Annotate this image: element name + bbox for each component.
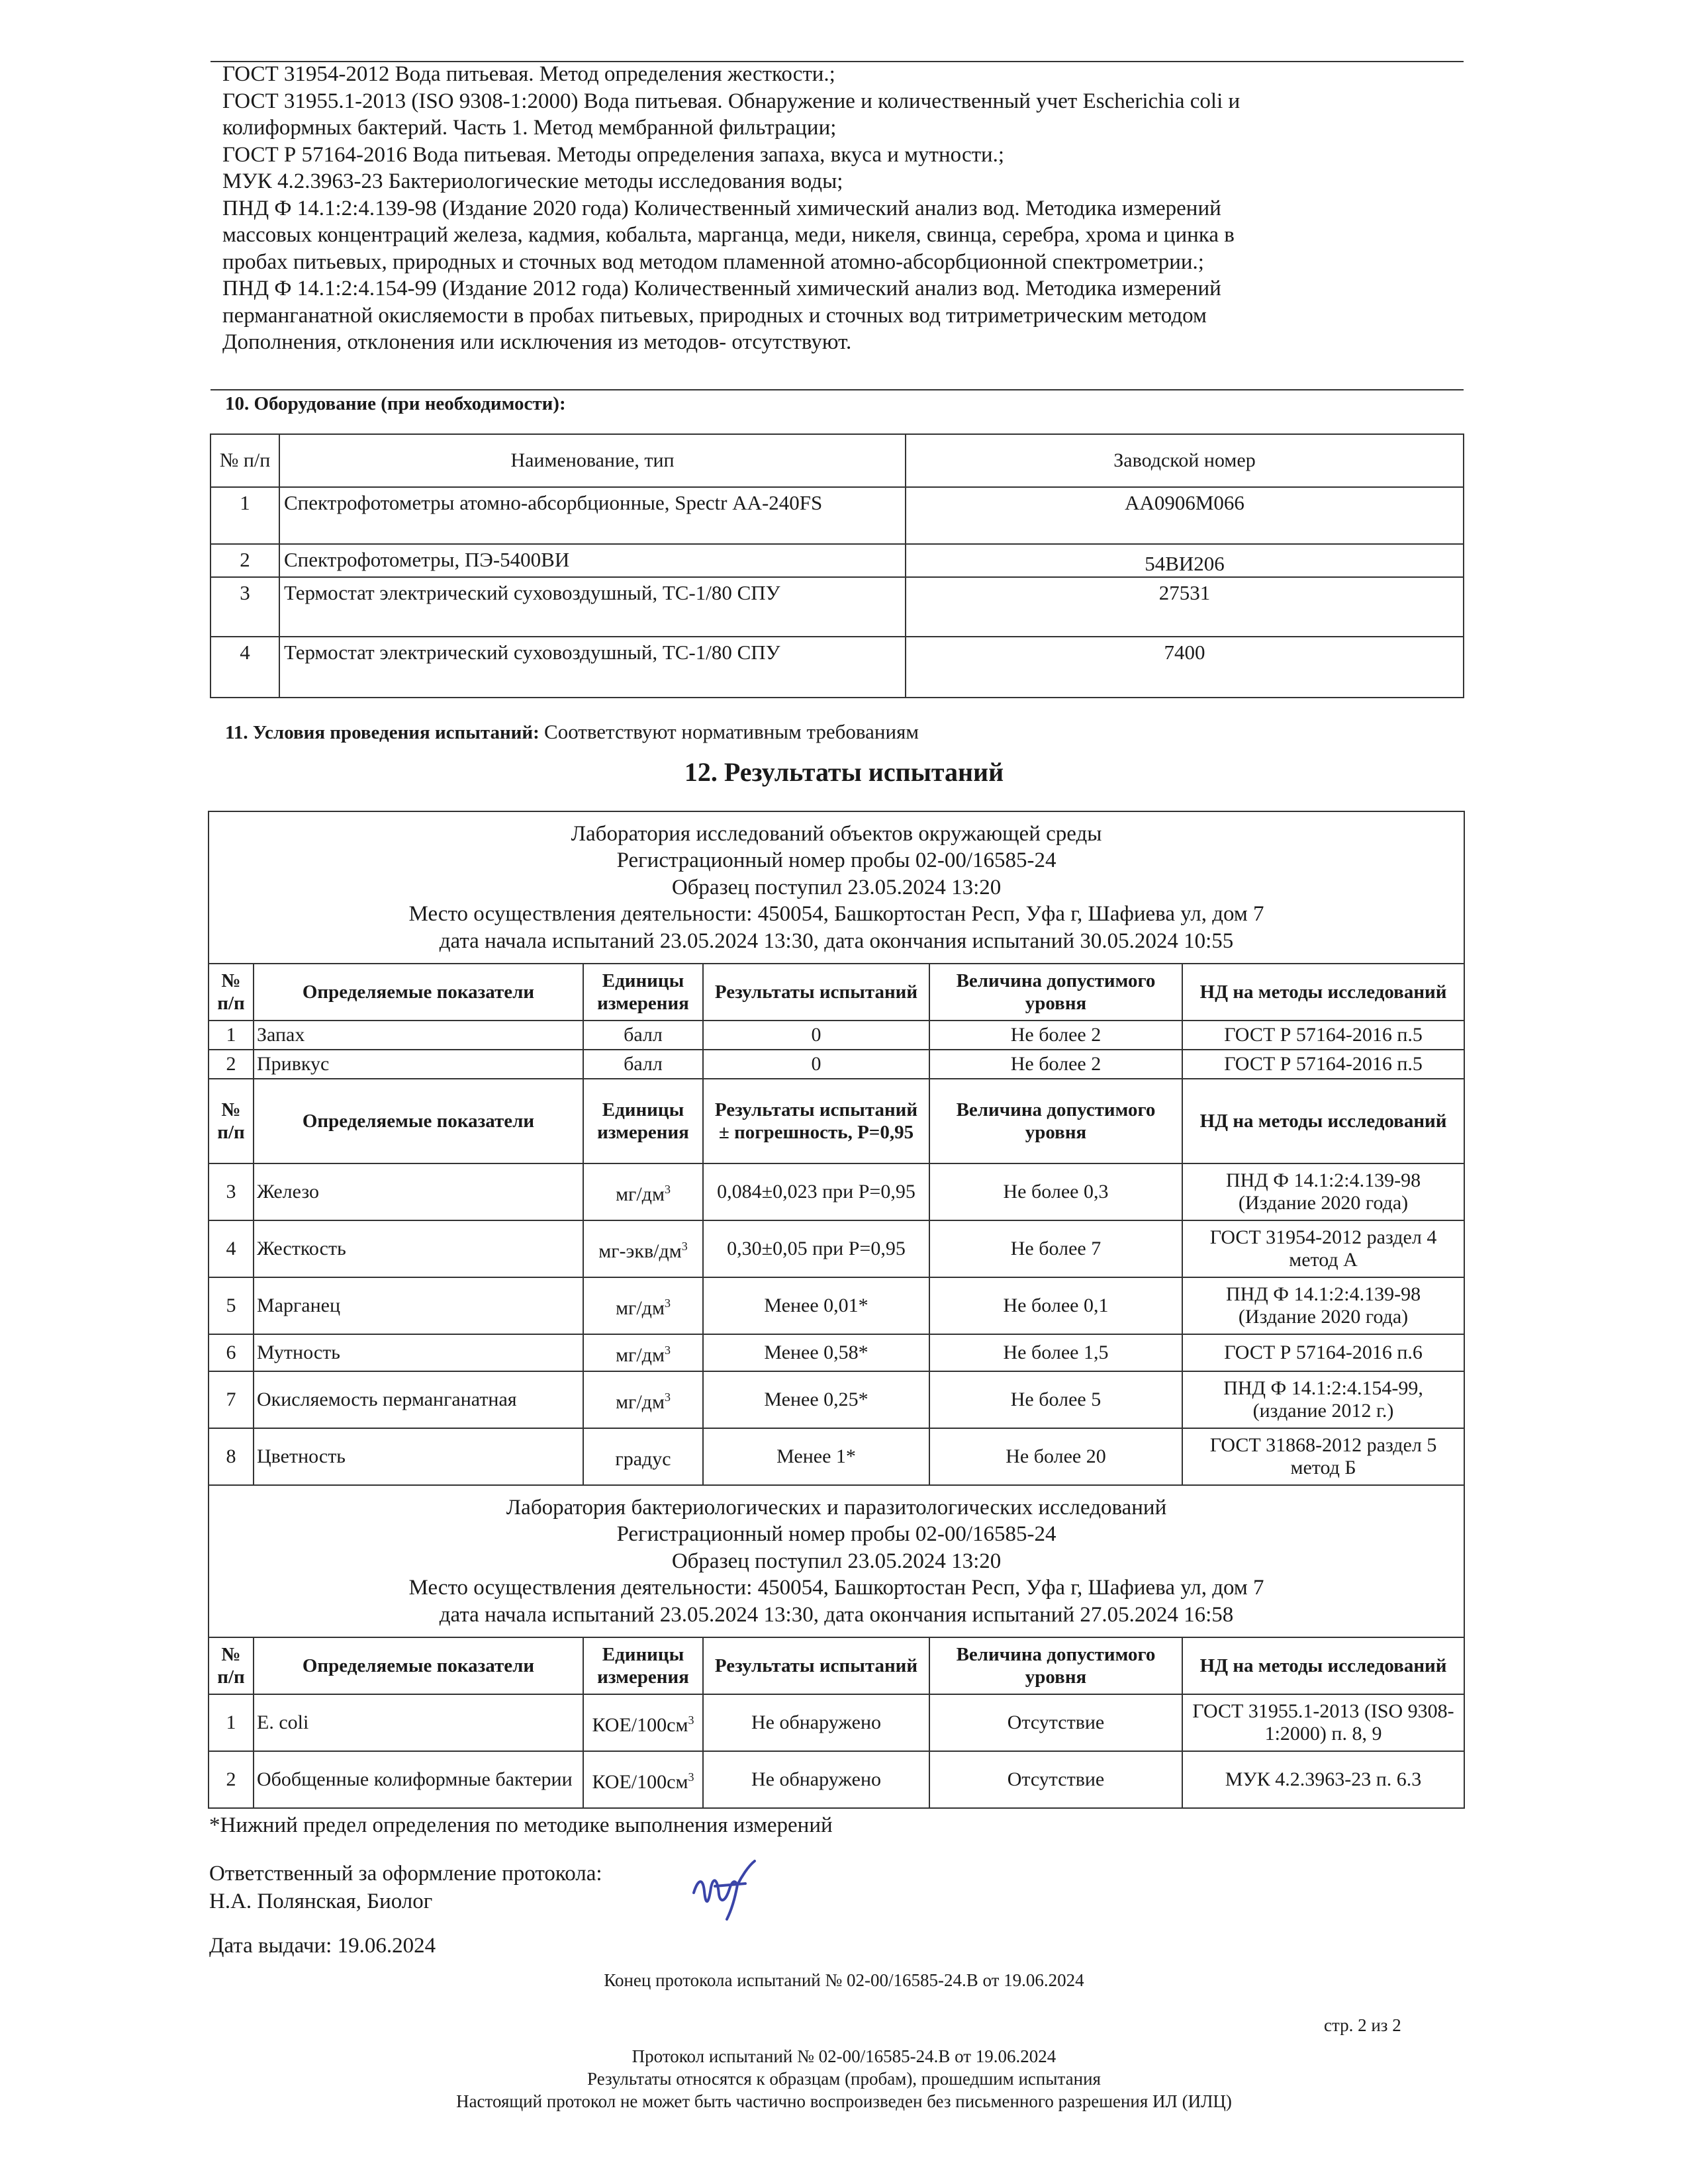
row-num: 1	[209, 1694, 254, 1751]
equipment-col-num: № п/п	[211, 434, 279, 487]
row-result: Не обнаружено	[703, 1751, 929, 1808]
footer-scope: Результаты относятся к образцам (пробам), прошедшим испытания	[587, 2069, 1101, 2089]
protocol-end-line: Конец протокола испытаний № 02-00/16585-24.В от 19.06.2024	[604, 1970, 1084, 1990]
equipment-heading: 10. Оборудование (при необходимости):	[225, 393, 566, 414]
equipment-name: Термостат электрический суховоздушный, ТС-1/80 СПУ	[279, 637, 906, 698]
row-limit: Отсутствие	[929, 1751, 1182, 1808]
results-header-row	[209, 964, 1464, 1021]
page-number: стр. 2 из 2	[1324, 2015, 1401, 2035]
row-indicator: Марганец	[254, 1277, 583, 1334]
row-method: ГОСТ 31868-2012 раздел 5 метод Б	[1182, 1428, 1464, 1485]
row-num: 1	[209, 1021, 254, 1050]
unit-exponent: 3	[664, 1390, 671, 1404]
col-indicator: Определяемые показатели	[254, 964, 583, 1021]
row-limit: Не более 2	[929, 1021, 1182, 1050]
row-method: ПНД Ф 14.1:2:4.154-99, (издание 2012 г.)	[1182, 1371, 1464, 1428]
lab2-location: Место осуществления деятельности: 450054, Башкортостан Респ, Уфа г, Шафиева ул, дом 7	[408, 1576, 1264, 1600]
col-num: № п/п	[209, 964, 254, 1021]
row-method: ГОСТ 31954-2012 раздел 4 метод А	[1182, 1220, 1464, 1277]
row-indicator: Обобщенные колиформные бактерии	[254, 1751, 583, 1808]
methods-list	[222, 61, 1480, 356]
methods-line: ГОСТ Р 57164-2016 Вода питьевая. Методы определения запаха, вкуса и мутности.;	[222, 142, 1005, 167]
methods-line: перманганатной окисляемости в пробах питьевых, природных и сточных вод титриметрическим методом	[222, 303, 1207, 328]
equipment-name: Спектрофотометры атомно-абсорбционные, Spectr АА-240FS	[279, 487, 906, 544]
row-method: ГОСТ 31955.1-2013 (ISO 9308-1:2000) п. 8, 9	[1182, 1694, 1464, 1751]
table-row	[209, 1163, 1464, 1220]
methods-line: Дополнения, отклонения или исключения из методов- отсутствуют.	[222, 330, 852, 354]
lab1-received: Образец поступил 23.05.2024 13:20	[671, 875, 1002, 899]
row-num: 8	[209, 1428, 254, 1485]
row-result: 0	[703, 1050, 929, 1079]
unit-text: мг/дм	[616, 1183, 665, 1205]
row-indicator: Жесткость	[254, 1220, 583, 1277]
col-num: № п/п	[209, 1079, 254, 1163]
footer-reproduction-note: Настоящий протокол не может быть частично воспроизведен без письменного разрешения ИЛ (ИЛЦ)	[456, 2091, 1232, 2111]
row-result: Менее 0,01*	[703, 1277, 929, 1334]
lab1-dates: дата начала испытаний 23.05.2024 13:30, дата окончания испытаний 30.05.2024 10:55	[439, 929, 1234, 953]
row-result: Менее 0,25*	[703, 1371, 929, 1428]
row-method: ГОСТ Р 57164-2016 п.5	[1182, 1021, 1464, 1050]
lab1-info-row	[209, 811, 1464, 964]
col-method: НД на методы исследований	[1182, 964, 1464, 1021]
equipment-serial: 7400	[906, 637, 1464, 698]
lab1-reg-number: Регистрационный номер пробы 02-00/16585-24	[616, 848, 1056, 873]
row-result: Менее 1*	[703, 1428, 929, 1485]
lab2-name: Лаборатория бактериологических и паразитологических исследований	[506, 1495, 1167, 1520]
row-num: 3	[209, 1163, 254, 1220]
col-result: Результаты испытаний	[703, 1637, 929, 1694]
row-result: Не обнаружено	[703, 1694, 929, 1751]
row-limit: Не более 2	[929, 1050, 1182, 1079]
methods-line: ПНД Ф 14.1:2:4.139-98 (Издание 2020 года) Количественный химический анализ вод. Методика измерений	[222, 196, 1221, 220]
row-method: МУК 4.2.3963-23 п. 6.3	[1182, 1751, 1464, 1808]
responsible-label: Ответственный за оформление протокола:	[209, 1862, 602, 1886]
equipment-name: Спектрофотометры, ПЭ-5400ВИ	[279, 544, 906, 577]
row-unit: балл	[583, 1021, 703, 1050]
table-row	[209, 1751, 1464, 1808]
col-units: Единицы измерения	[583, 964, 703, 1021]
conditions-label: 11. Условия проведения испытаний:	[225, 722, 539, 743]
methods-line: массовых концентраций железа, кадмия, кобальта, марганца, меди, никеля, свинца, серебра, хрома и цинка в	[222, 223, 1235, 247]
lab2-info	[209, 1485, 1464, 1637]
unit-exponent: 3	[664, 1183, 671, 1196]
unit-text: мг/дм	[616, 1297, 665, 1319]
unit-text: градус	[615, 1448, 671, 1470]
row-limit: Отсутствие	[929, 1694, 1182, 1751]
table-row	[209, 1334, 1464, 1371]
results-header-row	[209, 1637, 1464, 1694]
row-limit: Не более 1,5	[929, 1334, 1182, 1371]
equipment-serial: АА0906М066	[906, 487, 1464, 544]
lab1-info	[209, 811, 1464, 964]
row-unit	[583, 1334, 703, 1371]
row-method: ГОСТ Р 57164-2016 п.6	[1182, 1334, 1464, 1371]
row-indicator: Железо	[254, 1163, 583, 1220]
row-indicator: Мутность	[254, 1334, 583, 1371]
col-limit: Величина допустимого уровня	[929, 1637, 1182, 1694]
unit-text: мг/дм	[616, 1344, 665, 1366]
row-indicator: Цветность	[254, 1428, 583, 1485]
unit-text: КОЕ/100см	[592, 1714, 688, 1736]
signature-graphic	[688, 1853, 774, 1926]
row-indicator: Запах	[254, 1021, 583, 1050]
equipment-serial: 54ВИ206	[906, 544, 1464, 577]
row-unit	[583, 1694, 703, 1751]
row-num: 5	[209, 1277, 254, 1334]
row-num: 2	[209, 1751, 254, 1808]
unit-exponent: 3	[664, 1297, 671, 1310]
equipment-col-serial: Заводской номер	[906, 434, 1464, 487]
equipment-num: 3	[211, 577, 279, 637]
table-row	[209, 1371, 1464, 1428]
equipment-header-row	[211, 434, 1464, 487]
unit-text: КОЕ/100см	[592, 1771, 688, 1793]
conditions-value: Соответствуют нормативным требованиям	[544, 720, 919, 743]
row-result: 0,30±0,05 при Р=0,95	[703, 1220, 929, 1277]
row-num: 4	[209, 1220, 254, 1277]
row-result: Менее 0,58*	[703, 1334, 929, 1371]
results-header-row	[209, 1079, 1464, 1163]
row-limit: Не более 0,1	[929, 1277, 1182, 1334]
lab2-reg-number: Регистрационный номер пробы 02-00/16585-24	[616, 1522, 1056, 1547]
conditions-line	[225, 720, 919, 744]
col-result-with-error: Результаты испытаний ± погрешность, Р=0,95	[703, 1079, 929, 1163]
section-rule	[211, 389, 1464, 390]
equipment-col-name: Наименование, тип	[279, 434, 906, 487]
row-method: ПНД Ф 14.1:2:4.139-98 (Издание 2020 года)	[1182, 1277, 1464, 1334]
equipment-serial: 27531	[906, 577, 1464, 637]
row-num: 2	[209, 1050, 254, 1079]
equipment-num: 4	[211, 637, 279, 698]
methods-line: ГОСТ 31954-2012 Вода питьевая. Метод определения жесткости.;	[222, 62, 835, 86]
row-result: 0	[703, 1021, 929, 1050]
col-num: № п/п	[209, 1637, 254, 1694]
unit-text: мг/дм	[616, 1391, 665, 1413]
row-unit	[583, 1277, 703, 1334]
table-row	[209, 1220, 1464, 1277]
row-indicator: E. coli	[254, 1694, 583, 1751]
row-unit: балл	[583, 1050, 703, 1079]
row-num: 7	[209, 1371, 254, 1428]
footnote: *Нижний предел определения по методике выполнения измерений	[209, 1813, 833, 1837]
col-indicator: Определяемые показатели	[254, 1079, 583, 1163]
col-limit: Величина допустимого уровня	[929, 1079, 1182, 1163]
table-row	[209, 1050, 1464, 1079]
table-row	[211, 577, 1464, 637]
methods-line: ПНД Ф 14.1:2:4.154-99 (Издание 2012 года) Количественный химический анализ вод. Методика измерений	[222, 277, 1221, 300]
col-units: Единицы измерения	[583, 1637, 703, 1694]
col-method: НД на методы исследований	[1182, 1079, 1464, 1163]
unit-exponent: 3	[688, 1770, 694, 1784]
unit-exponent: 3	[664, 1343, 671, 1357]
row-limit: Не более 0,3	[929, 1163, 1182, 1220]
row-method: ПНД Ф 14.1:2:4.139-98 (Издание 2020 года)	[1182, 1163, 1464, 1220]
methods-line: ГОСТ 31955.1-2013 (ISO 9308-1:2000) Вода питьевая. Обнаружение и количественный учет Escherichia coli и	[222, 89, 1241, 113]
responsible-block	[209, 1860, 602, 1915]
issue-date: Дата выдачи: 19.06.2024	[209, 1934, 436, 1958]
row-limit: Не более 7	[929, 1220, 1182, 1277]
col-limit: Величина допустимого уровня	[929, 964, 1182, 1021]
row-unit	[583, 1220, 703, 1277]
equipment-name: Термостат электрический суховоздушный, ТС-1/80 СПУ	[279, 577, 906, 637]
row-indicator: Окисляемость перманганатная	[254, 1371, 583, 1428]
row-unit	[583, 1428, 703, 1485]
table-row	[211, 637, 1464, 698]
table-row	[209, 1694, 1464, 1751]
row-limit: Не более 5	[929, 1371, 1182, 1428]
equipment-table	[210, 433, 1464, 698]
page-footer	[0, 2045, 1688, 2113]
table-row	[211, 544, 1464, 577]
results-title: 12. Результаты испытаний	[684, 757, 1004, 787]
col-indicator: Определяемые показатели	[254, 1637, 583, 1694]
row-result: 0,084±0,023 при Р=0,95	[703, 1163, 929, 1220]
row-unit	[583, 1371, 703, 1428]
table-row	[211, 487, 1464, 544]
col-result: Результаты испытаний	[703, 964, 929, 1021]
results-table	[208, 811, 1465, 1809]
methods-line: колиформных бактерий. Часть 1. Метод мембранной фильтрации;	[222, 116, 837, 140]
methods-line: МУК 4.2.3963-23 Бактериологические методы исследования воды;	[222, 169, 843, 193]
unit-text: мг-экв/дм	[598, 1240, 682, 1262]
unit-exponent: 3	[688, 1713, 694, 1727]
equipment-num: 1	[211, 487, 279, 544]
row-indicator: Привкус	[254, 1050, 583, 1079]
row-limit: Не более 20	[929, 1428, 1182, 1485]
lab1-location: Место осуществления деятельности: 450054, Башкортостан Респ, Уфа г, Шафиева ул, дом 7	[408, 902, 1264, 927]
row-unit	[583, 1751, 703, 1808]
table-row	[209, 1428, 1464, 1485]
lab2-info-row	[209, 1485, 1464, 1637]
lab1-name: Лаборатория исследований объектов окружающей среды	[571, 821, 1102, 846]
lab2-received: Образец поступил 23.05.2024 13:20	[671, 1549, 1002, 1573]
col-units: Единицы измерения	[583, 1079, 703, 1163]
row-method: ГОСТ Р 57164-2016 п.5	[1182, 1050, 1464, 1079]
unit-exponent: 3	[681, 1240, 688, 1253]
methods-line: пробах питьевых, природных и сточных вод методом пламенной атомно-абсорбционной спектрометрии.;	[222, 250, 1204, 274]
footer-protocol: Протокол испытаний № 02-00/16585-24.В от 19.06.2024	[632, 2046, 1056, 2066]
table-row	[209, 1021, 1464, 1050]
row-num: 6	[209, 1334, 254, 1371]
lab2-dates: дата начала испытаний 23.05.2024 13:30, дата окончания испытаний 27.05.2024 16:58	[439, 1602, 1234, 1627]
responsible-name: Н.А. Полянская, Биолог	[209, 1889, 433, 1913]
table-row	[209, 1277, 1464, 1334]
row-unit	[583, 1163, 703, 1220]
equipment-num: 2	[211, 544, 279, 577]
col-method: НД на методы исследований	[1182, 1637, 1464, 1694]
